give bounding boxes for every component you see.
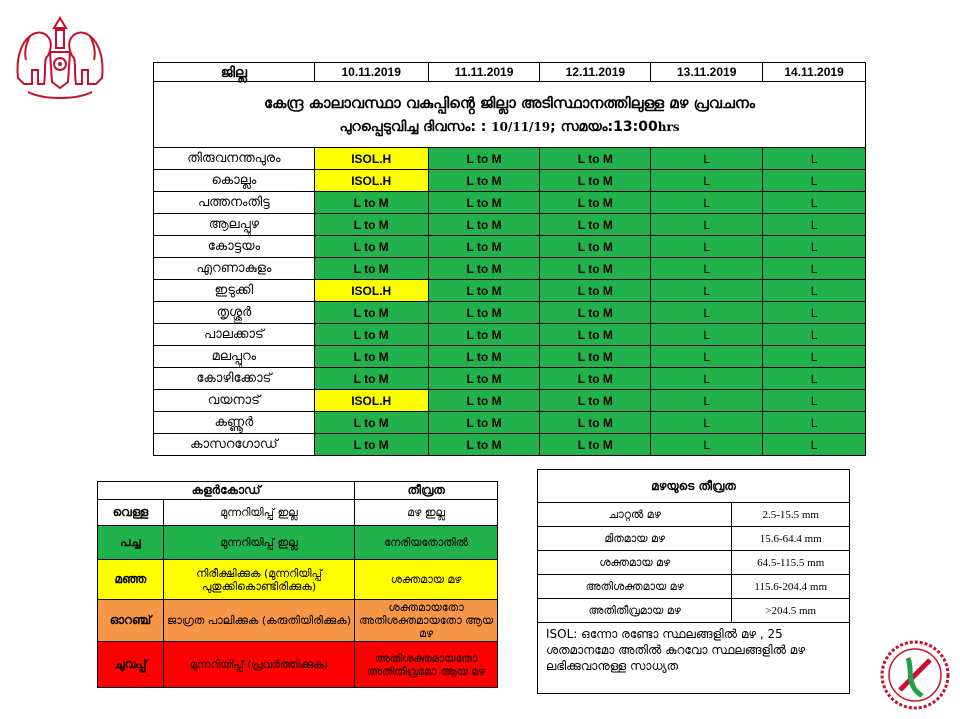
date-column-header: 13.11.2019 [651, 63, 763, 82]
legend-row [98, 526, 498, 560]
forecast-row [154, 390, 866, 412]
issued-label: പുറപ്പെടുവിച്ച ദിവസം: : [339, 118, 492, 135]
intensity-label: മിതമായ മഴ [538, 527, 732, 551]
forecast-cell: L [763, 258, 866, 280]
intensity-header: മഴയുടെ തീവ്രത [538, 470, 850, 503]
forecast-cell: ISOL.H [314, 390, 428, 412]
forecast-cell: L to M [540, 324, 651, 346]
forecast-cell: L [763, 280, 866, 302]
forecast-row [154, 280, 866, 302]
forecast-cell: L [763, 324, 866, 346]
intensity-label: അതിതീവ്രമായ മഴ [538, 599, 732, 623]
forecast-cell: L to M [540, 214, 651, 236]
forecast-cell: L [651, 434, 763, 456]
forecast-cell: L to M [314, 214, 428, 236]
forecast-cell: L to M [428, 346, 540, 368]
district-name: പാലക്കാട് [154, 324, 315, 346]
district-name: പത്തനംതിട്ട [154, 192, 315, 214]
forecast-cell: L [651, 148, 763, 170]
legend-intensity: അതിശക്തമായതോ അതിതീവ്രമോ ആയ മഴ [355, 642, 498, 688]
forecast-cell: L to M [540, 368, 651, 390]
intensity-row [538, 599, 850, 623]
forecast-cell: L to M [314, 412, 428, 434]
district-name: കൊല്ലം [154, 170, 315, 192]
intensity-label: ചാറ്റൽ മഴ [538, 503, 732, 527]
forecast-row [154, 214, 866, 236]
forecast-cell: L to M [428, 214, 540, 236]
forecast-cell: L to M [540, 258, 651, 280]
date-column-header: 12.11.2019 [540, 63, 651, 82]
forecast-cell: L to M [540, 170, 651, 192]
intensity-row [538, 503, 850, 527]
forecast-cell: L to M [314, 236, 428, 258]
forecast-cell: L to M [314, 324, 428, 346]
intensity-range: 115.6-204.4 mm [732, 575, 850, 599]
intensity-label: ശക്തമായ മഴ [538, 551, 732, 575]
forecast-cell: L to M [428, 192, 540, 214]
intensity-label: അതിശക്തമായ മഴ [538, 575, 732, 599]
forecast-cell: L to M [428, 412, 540, 434]
forecast-row [154, 170, 866, 192]
forecast-cell: L [763, 192, 866, 214]
legend-row [98, 500, 498, 526]
legend-meaning: ജാഗ്രത പാലിക്കുക (കരുതിയിരിക്കുക) [163, 600, 354, 642]
legend-meaning: മുന്നറിയിപ്പ് ഇല്ല [163, 500, 354, 526]
forecast-row [154, 368, 866, 390]
legend-meaning: മുന്നറിയിപ്പ് (പ്രവർത്തിക്കുക) [163, 642, 354, 688]
forecast-cell: ISOL.H [314, 148, 428, 170]
forecast-issued-line [160, 115, 859, 139]
forecast-cell: L to M [540, 412, 651, 434]
district-name: കോഴിക്കോട് [154, 368, 315, 390]
intensity-row [538, 527, 850, 551]
forecast-cell: L [651, 346, 763, 368]
legend-color-header: കളർകോഡ് [98, 482, 355, 500]
forecast-cell: L [763, 368, 866, 390]
forecast-cell: L [763, 148, 866, 170]
forecast-cell: L [651, 170, 763, 192]
legend-intensity-header: തീവ്രത [355, 482, 498, 500]
forecast-cell: L to M [540, 192, 651, 214]
date-column-header: 10.11.2019 [314, 63, 428, 82]
forecast-row [154, 236, 866, 258]
issued-time-unit: hrs [657, 119, 680, 134]
forecast-cell: ISOL.H [314, 170, 428, 192]
forecast-row [154, 192, 866, 214]
forecast-cell: L [763, 236, 866, 258]
forecast-row [154, 346, 866, 368]
issued-time: 13:00 [613, 118, 658, 135]
kerala-emblem-icon [10, 8, 110, 108]
district-column-header: ജില്ല [154, 63, 315, 82]
forecast-cell: L [651, 412, 763, 434]
intensity-range: 2.5-15.5 mm [732, 503, 850, 527]
forecast-cell: L [763, 214, 866, 236]
time-label: ; സമയം: [550, 118, 614, 135]
legend-meaning: നിരീക്ഷിക്കുക (മുന്നറിയിപ്പ് പുതുക്കികൊണ്ടിരിക്കുക) [163, 560, 354, 600]
intensity-range: >204.5 mm [732, 599, 850, 623]
forecast-row [154, 302, 866, 324]
district-name: തൃശ്ശൂർ [154, 302, 315, 324]
forecast-cell: L [651, 214, 763, 236]
intensity-row [538, 551, 850, 575]
forecast-cell: L to M [540, 280, 651, 302]
issued-date: 10/11/19 [491, 119, 551, 134]
forecast-cell: L to M [428, 368, 540, 390]
forecast-cell: L [763, 390, 866, 412]
forecast-cell: L to M [540, 390, 651, 412]
district-name: തിരുവനന്തപുരം [154, 148, 315, 170]
district-name: ആലപ്പുഴ [154, 214, 315, 236]
forecast-cell: L [651, 324, 763, 346]
forecast-cell: L [763, 346, 866, 368]
legend-row [98, 560, 498, 600]
district-name: ഇടുക്കി [154, 280, 315, 302]
rain-intensity-table [537, 469, 850, 623]
intensity-row [538, 575, 850, 599]
forecast-cell: L to M [540, 302, 651, 324]
legend-color-name: മഞ്ഞ [98, 560, 164, 600]
forecast-cell: L [763, 170, 866, 192]
forecast-cell: L [651, 236, 763, 258]
legend-intensity: ശക്തമായ മഴ [355, 560, 498, 600]
color-code-legend [97, 481, 498, 688]
forecast-title [154, 82, 866, 148]
forecast-row [154, 324, 866, 346]
forecast-cell: L to M [428, 148, 540, 170]
disaster-management-logo-icon [878, 638, 952, 712]
district-forecast-table [153, 62, 866, 456]
forecast-cell: L [763, 412, 866, 434]
intensity-range: 15.6-64.4 mm [732, 527, 850, 551]
forecast-row [154, 148, 866, 170]
forecast-row [154, 434, 866, 456]
forecast-cell: L to M [428, 390, 540, 412]
forecast-title-line1: കേന്ദ്ര കാലാവസ്ഥാ വകുപ്പിൻ്റെ ജില്ലാ അടിസ്ഥാനത്തിലുള്ള മഴ പ്രവചനം [263, 93, 756, 112]
forecast-cell: L [651, 280, 763, 302]
forecast-cell: L to M [428, 236, 540, 258]
legend-color-name: പച്ച [98, 526, 164, 560]
forecast-cell: L to M [314, 302, 428, 324]
forecast-cell: L [651, 368, 763, 390]
legend-row [98, 600, 498, 642]
district-name: കോട്ടയം [154, 236, 315, 258]
forecast-row [154, 258, 866, 280]
forecast-cell: L to M [540, 148, 651, 170]
legend-row [98, 642, 498, 688]
isol-definition-note: ISOL: ഒന്നോ രണ്ടോ സ്ഥലങ്ങളിൽ മഴ , 25 ശതമാനമോ അതിൽ കുറവോ സ്ഥലങ്ങളിൽ മഴ ലഭിക്കുവാനുള്ള സാധ്യത [537, 622, 850, 694]
forecast-cell: L to M [314, 192, 428, 214]
district-name: എറണാകുളം [154, 258, 315, 280]
forecast-cell: L [651, 302, 763, 324]
forecast-cell: L [651, 192, 763, 214]
forecast-cell: L to M [314, 258, 428, 280]
forecast-cell: L to M [314, 346, 428, 368]
forecast-cell: L to M [540, 346, 651, 368]
forecast-cell: L to M [314, 368, 428, 390]
forecast-cell: ISOL.H [314, 280, 428, 302]
forecast-cell: L to M [428, 170, 540, 192]
legend-intensity: നേരിയതോതിൽ [355, 526, 498, 560]
forecast-cell: L [651, 258, 763, 280]
intensity-range: 64.5-115.5 mm [732, 551, 850, 575]
legend-color-name: ചുവപ്പ് [98, 642, 164, 688]
legend-meaning: മുന്നറിയിപ്പ് ഇല്ല [163, 526, 354, 560]
forecast-cell: L to M [428, 280, 540, 302]
forecast-cell: L to M [428, 324, 540, 346]
date-column-header: 14.11.2019 [763, 63, 866, 82]
forecast-cell: L to M [428, 302, 540, 324]
forecast-cell: L to M [314, 434, 428, 456]
date-column-header: 11.11.2019 [428, 63, 540, 82]
legend-intensity: ശക്തമായതോ അതിശക്തമായതോ ആയ മഴ [355, 600, 498, 642]
forecast-cell: L [651, 390, 763, 412]
district-name: കാസറഗോഡ് [154, 434, 315, 456]
forecast-cell: L to M [540, 236, 651, 258]
forecast-cell: L to M [428, 434, 540, 456]
forecast-cell: L [763, 302, 866, 324]
forecast-cell: L [763, 434, 866, 456]
forecast-row [154, 412, 866, 434]
legend-color-name: വെള്ള [98, 500, 164, 526]
district-name: മലപ്പുറം [154, 346, 315, 368]
forecast-cell: L to M [428, 258, 540, 280]
forecast-cell: L to M [540, 434, 651, 456]
district-name: കണ്ണൂർ [154, 412, 315, 434]
district-name: വയനാട് [154, 390, 315, 412]
legend-intensity: മഴ ഇല്ല [355, 500, 498, 526]
legend-color-name: ഓറഞ്ച് [98, 600, 164, 642]
